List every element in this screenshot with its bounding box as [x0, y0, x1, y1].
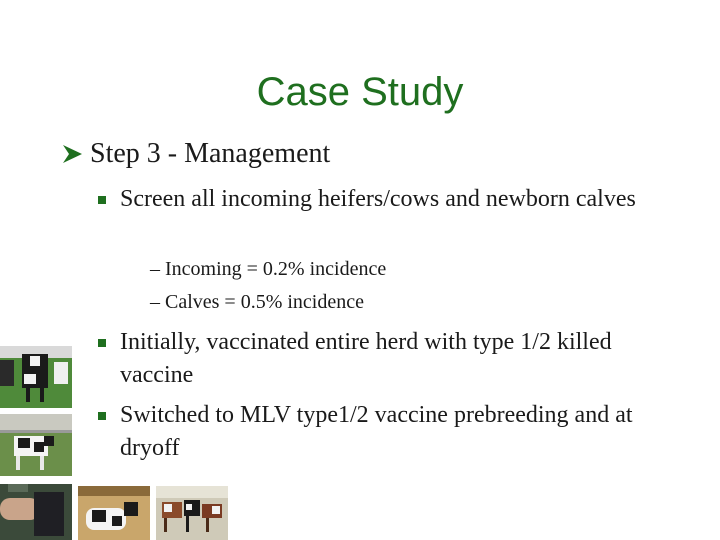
hands-photo [0, 484, 72, 540]
arrow-bullet-icon [60, 142, 86, 166]
square-bullet-icon [98, 339, 106, 347]
bullet-text: Initially, vaccinated entire herd with type 1/2 killed vaccine [120, 329, 612, 388]
bullet-item [98, 399, 650, 465]
square-bullet-icon [98, 412, 106, 420]
bullet-text: Switched to MLV type1/2 vaccine prebreeding and at dryoff [120, 402, 633, 461]
bullet-item [98, 326, 650, 392]
sub-bullet-item: – Calves = 0.5% incidence [150, 291, 364, 313]
bullet-item [98, 183, 650, 216]
level1-text: Step 3 - Management [90, 138, 331, 169]
calf-photo [78, 486, 150, 540]
cattle-photo [0, 346, 72, 408]
level1-item [60, 138, 330, 170]
square-bullet-icon [98, 196, 106, 204]
bullet-text: Screen all incoming heifers/cows and newborn calves [120, 186, 636, 212]
slide-title: Case Study [256, 70, 464, 114]
herd-photo [156, 486, 228, 540]
sub-bullet-item: – Incoming = 0.2% incidence [150, 258, 387, 280]
cattle-photo [0, 414, 72, 476]
